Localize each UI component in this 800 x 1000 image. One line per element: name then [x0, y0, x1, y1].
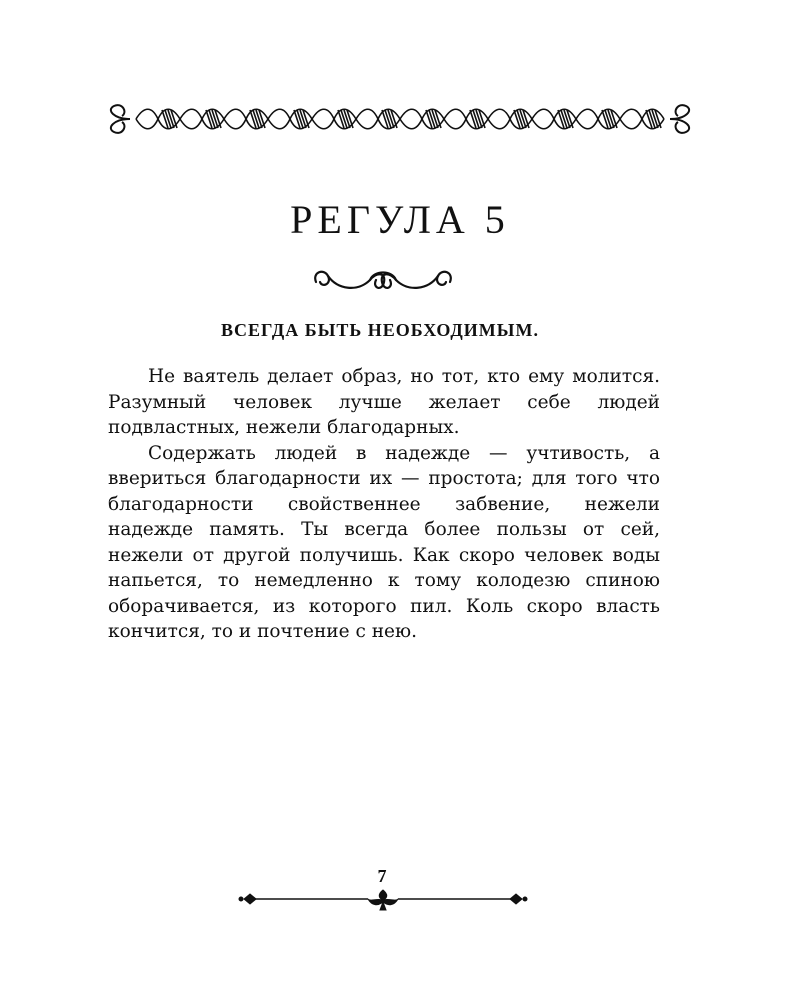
paragraph-2: Содержать людей в надежде — учтивость, а ввериться благодарности их — простота; для того что благодарности свойственнее забвение, нежели надежде память. Ты всегда более пользы от сей, нежели от другой получишь. Как скоро человек воды напьется, то немедленно к тому колодезю спиною оборачивается, из которого пил. Коль скоро власть кончится, то и почтение с нею. — [108, 442, 660, 642]
scroll-ornament — [308, 262, 458, 298]
paragraph-1: Не ваятель делает образ, но тот, кто ему молится. Разумный человек лучше желает себе людей подвластных, нежели благодарных. — [108, 366, 660, 438]
chapter-title: РЕГУЛА 5 — [290, 197, 510, 242]
bottom-ornament-rule — [238, 884, 528, 914]
rule-heading: ВСЕГДА БЫТЬ НЕОБХОДИМЫМ. — [221, 320, 539, 340]
page-number: 7 — [377, 866, 387, 886]
top-ornament-border — [100, 98, 700, 140]
body-text — [108, 364, 660, 645]
